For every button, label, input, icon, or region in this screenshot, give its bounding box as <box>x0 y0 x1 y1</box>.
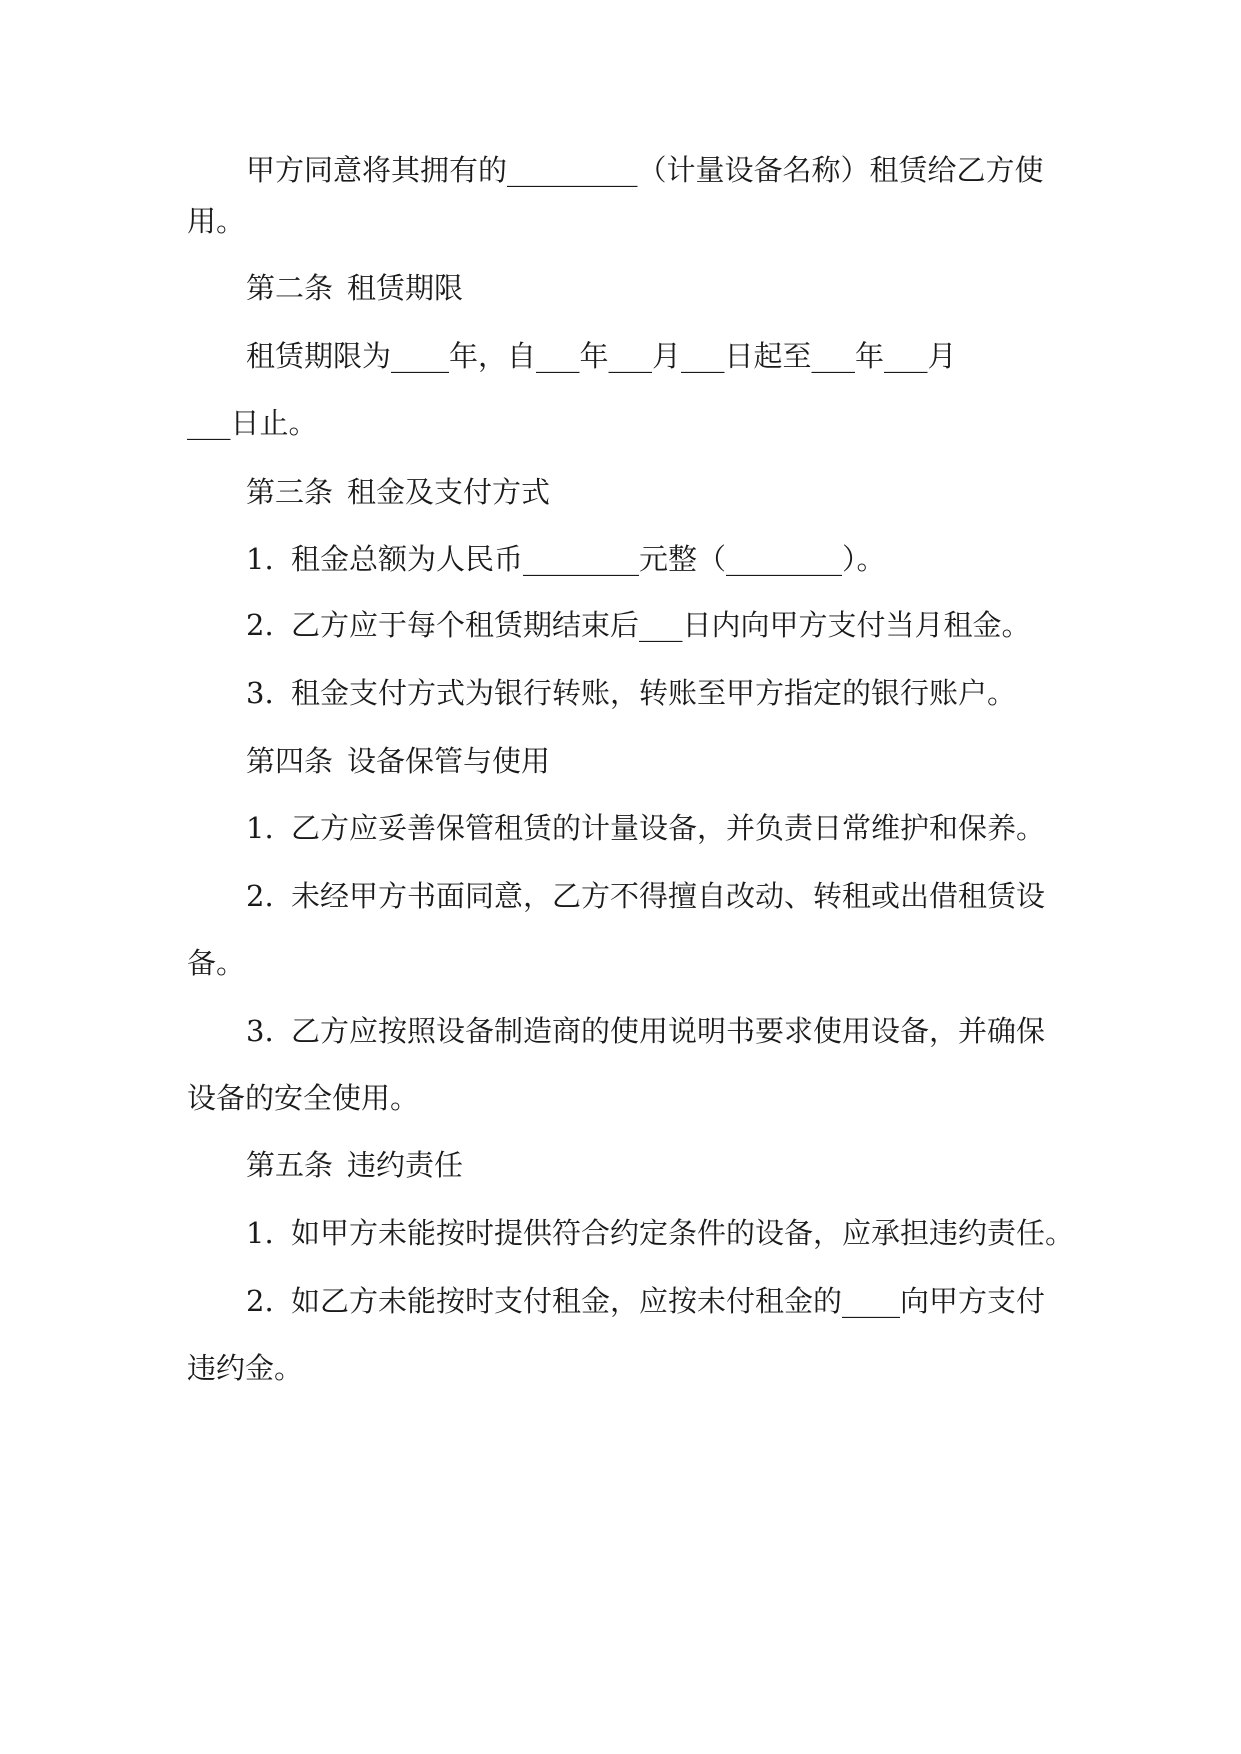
article-label: 第三条 <box>246 475 334 509</box>
article-label: 第二条 <box>246 271 334 305</box>
list-text: 租金支付方式为银行转账，转账至甲方指定的银行账户。 <box>291 676 1017 710</box>
list-text: 乙方应于每个租赁期结束后___日内向甲方支付当月租金。 <box>291 608 1031 642</box>
list-item <box>246 673 1116 713</box>
article-heading <box>246 741 1116 781</box>
list-item <box>246 876 1116 916</box>
list-item <box>246 808 1116 848</box>
article-title: 违约责任 <box>347 1148 464 1182</box>
list-item <box>246 605 1116 645</box>
paragraph-line <box>187 1078 1057 1118</box>
list-item <box>246 1011 1116 1051</box>
paragraph-text: 备。 <box>187 946 246 980</box>
list-text: 未经甲方书面同意，乙方不得擅自改动、转租或出借租赁设 <box>291 879 1046 913</box>
list-item <box>246 539 1116 579</box>
list-text: 如乙方未能按时支付租金，应按未付租金的____向甲方支付 <box>291 1284 1046 1318</box>
article-title: 租金及支付方式 <box>347 475 551 509</box>
paragraph-text: 设备的安全使用。 <box>187 1081 420 1115</box>
list-text: 乙方应妥善保管租赁的计量设备，并负责日常维护和保养。 <box>291 811 1046 845</box>
paragraph-line <box>246 336 1116 376</box>
article-title: 租赁期限 <box>347 271 464 305</box>
paragraph-text: ___日止。 <box>187 406 318 440</box>
paragraph-line <box>187 201 1057 241</box>
list-number: 1. <box>246 542 274 576</box>
article-title: 设备保管与使用 <box>347 744 551 778</box>
paragraph-line <box>187 403 1057 443</box>
list-number: 2. <box>246 1284 274 1318</box>
list-number: 1. <box>246 1216 274 1250</box>
paragraph-line <box>187 1348 1057 1388</box>
list-number: 2. <box>246 608 274 642</box>
paragraph-text: 违约金。 <box>187 1351 304 1385</box>
list-number: 3. <box>246 1014 274 1048</box>
article-heading <box>246 472 1116 512</box>
article-heading <box>246 1145 1116 1185</box>
list-item <box>246 1281 1116 1321</box>
paragraph-line <box>187 943 1057 983</box>
list-text: 租金总额为人民币________元整（________）。 <box>291 542 886 576</box>
list-number: 2. <box>246 879 274 913</box>
paragraph-text: 用。 <box>187 204 246 238</box>
list-number: 1. <box>246 811 274 845</box>
list-text: 乙方应按照设备制造商的使用说明书要求使用设备，并确保 <box>291 1014 1046 1048</box>
paragraph-line <box>246 150 1116 190</box>
article-label: 第五条 <box>246 1148 334 1182</box>
list-text: 如甲方未能按时提供符合约定条件的设备，应承担违约责任。 <box>291 1216 1075 1250</box>
list-number: 3. <box>246 676 274 710</box>
paragraph-text: 租赁期限为____年，自___年___月___日起至___年___月 <box>246 339 957 373</box>
article-heading <box>246 268 1116 308</box>
paragraph-text: 甲方同意将其拥有的_________（计量设备名称）租赁给乙方使 <box>246 153 1044 187</box>
article-label: 第四条 <box>246 744 334 778</box>
list-item <box>246 1213 1116 1253</box>
